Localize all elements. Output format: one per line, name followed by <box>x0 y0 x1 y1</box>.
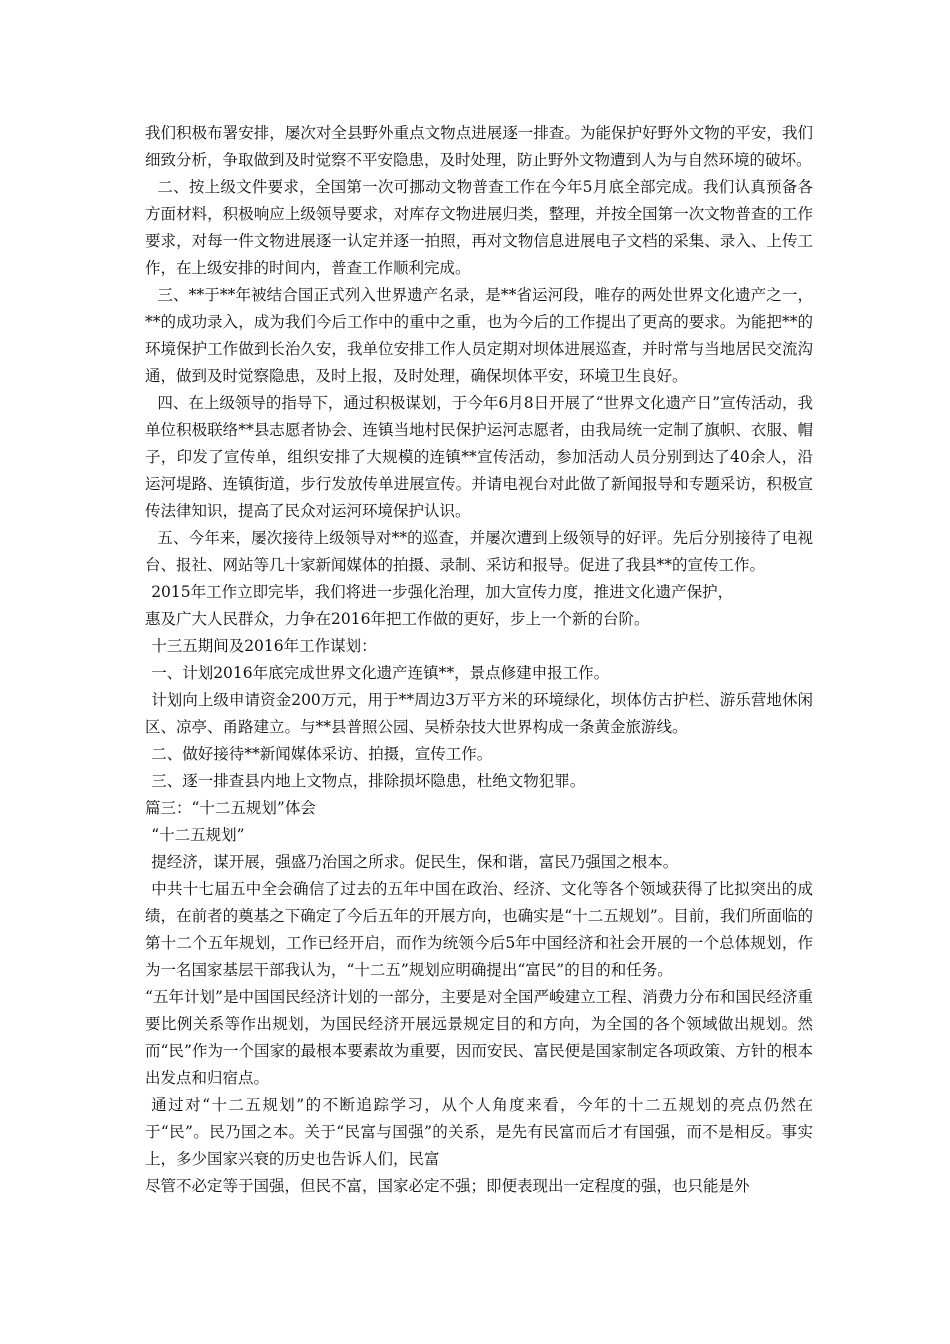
paragraph-12: 三、逐一排查县内地上文物点，排除损坏隐患，杜绝文物犯罪。 <box>151 772 586 790</box>
paragraph-18: 通过对“十二五规划”的不断追踪学习，从个人角度来看，今年的十二五规划的亮点仍然在于“民”。民乃国之本。关于“民富与国强”的关系，是先有民富而后才有国强，而不是相反。事实上，多少国家兴衰的历史也告诉人们，民富 <box>145 1096 813 1168</box>
paragraph-15: 提经济，谋开展，强盛乃治国之所求。促民生，保和谐，富民乃强国之根本。 <box>151 853 679 871</box>
paragraph-10: 计划向上级申请资金200万元，用于**周边3万平方米的环境绿化，坝体仿古护栏、游乐营地休闲区、凉亭、甬路建立。与**县普照公园、吴桥杂技大世界构成一条黄金旅游线。 <box>145 691 813 736</box>
paragraph-3: 三、**于**年被结合国正式列入世界遗产名录，是**省运河段，唯存的两处世界文化遗产之一，**的成功录入，成为我们今后工作中的重中之重，也为今后的工作提出了更高的要求。为能把**的环境保护工作做到长治久安，我单位安排工作人员定期对坝体进展巡查，并时常与当地居民交流沟通，做到及时觉察隐患，及时上报，及时处理，确保坝体平安，环境卫生良好。 <box>145 286 813 385</box>
section-subheading: “十二五规划” <box>151 826 245 844</box>
paragraph-2: 二、按上级文件要求，全国第一次可挪动文物普查工作在今年5月底全部完成。我们认真预备各方面材料，积极响应上级领导要求，对库存文物进展归类，整理，并按全国第一次文物普查的工作要求，对每一件文物进展逐一认定并逐一拍照，再对文物信息进展电子文档的采集、录入、上传工作，在上级安排的时间内，普查工作顺利完成。 <box>145 178 813 277</box>
paragraph-5: 五、今年来，屡次接待上级领导对**的巡查，并屡次遭到上级领导的好评。先后分别接待了电视台、报社、网站等几十家新闻媒体的拍摄、录制、采访和报导。促进了我县**的宣传工作。 <box>145 529 813 574</box>
paragraph-17: “五年计划”是中国国民经济计划的一部分，主要是对全国严峻建立工程、消费力分布和国民经济重要比例关系等作出规划，为国民经济开展远景规定目的和方向，为全国的各个领域做出规划。然而“民”作为一个国家的最根本要素故为重要，因而安民、富民便是国家制定各项政策、方针的根本出发点和归宿点。 <box>145 988 813 1087</box>
document-page <box>145 120 813 1200</box>
paragraph-1: 我们积极布署安排，屡次对全县野外重点文物点进展逐一排查。为能保护好野外文物的平安，我们细致分析，争取做到及时觉察不平安隐患，及时处理，防止野外文物遭到人为与自然环境的破坏。 <box>145 124 813 169</box>
paragraph-6: 2015年工作立即完毕，我们将进一步强化治理，加大宣传力度，推进文化遗产保护， <box>151 583 734 601</box>
paragraph-8: 十三五期间及2016年工作谋划： <box>151 637 377 655</box>
paragraph-4: 四、在上级领导的指导下，通过积极谋划，于今年6月8日开展了“世界文化遗产日”宣传活动，我单位积极联络**县志愿者协会、连镇当地村民保护运河志愿者，由我局统一定制了旗帜、衣服、帽子，印发了宣传单，组织安排了大规模的连镇**宣传活动，参加活动人员分别到达了40余人，沿运河堤路、连镇街道，步行发放传单进展宣传。并请电视台对此做了新闻报导和专题采访，积极宣传法律知识，提高了民众对运河环境保护认识。 <box>145 394 813 520</box>
paragraph-11: 二、做好接待**新闻媒体采访、拍摄，宣传工作。 <box>151 745 493 763</box>
paragraph-9: 一、计划2016年底完成世界文化遗产连镇**，景点修建申报工作。 <box>151 664 610 682</box>
paragraph-7: 惠及广大人民群众，力争在2016年把工作做的更好，步上一个新的台阶。 <box>145 610 650 628</box>
paragraph-16: 中共十七届五中全会确信了过去的五年中国在政治、经济、文化等各个领域获得了比拟突出的成绩，在前者的奠基之下确定了今后五年的开展方向，也确实是“十二五规划”。目前，我们所面临的第十二个五年规划，工作已经开启，而作为统领今后5年中国经济和社会开展的一个总体规划，作为一名国家基层干部我认为，“十二五”规划应明确提出“富民”的目的和任务。 <box>145 880 813 979</box>
section-heading: 篇三：“十二五规划”体会 <box>145 799 316 817</box>
paragraph-19: 尽管不必定等于国强，但民不富，国家必定不强；即便表现出一定程度的强，也只能是外 <box>145 1177 750 1195</box>
